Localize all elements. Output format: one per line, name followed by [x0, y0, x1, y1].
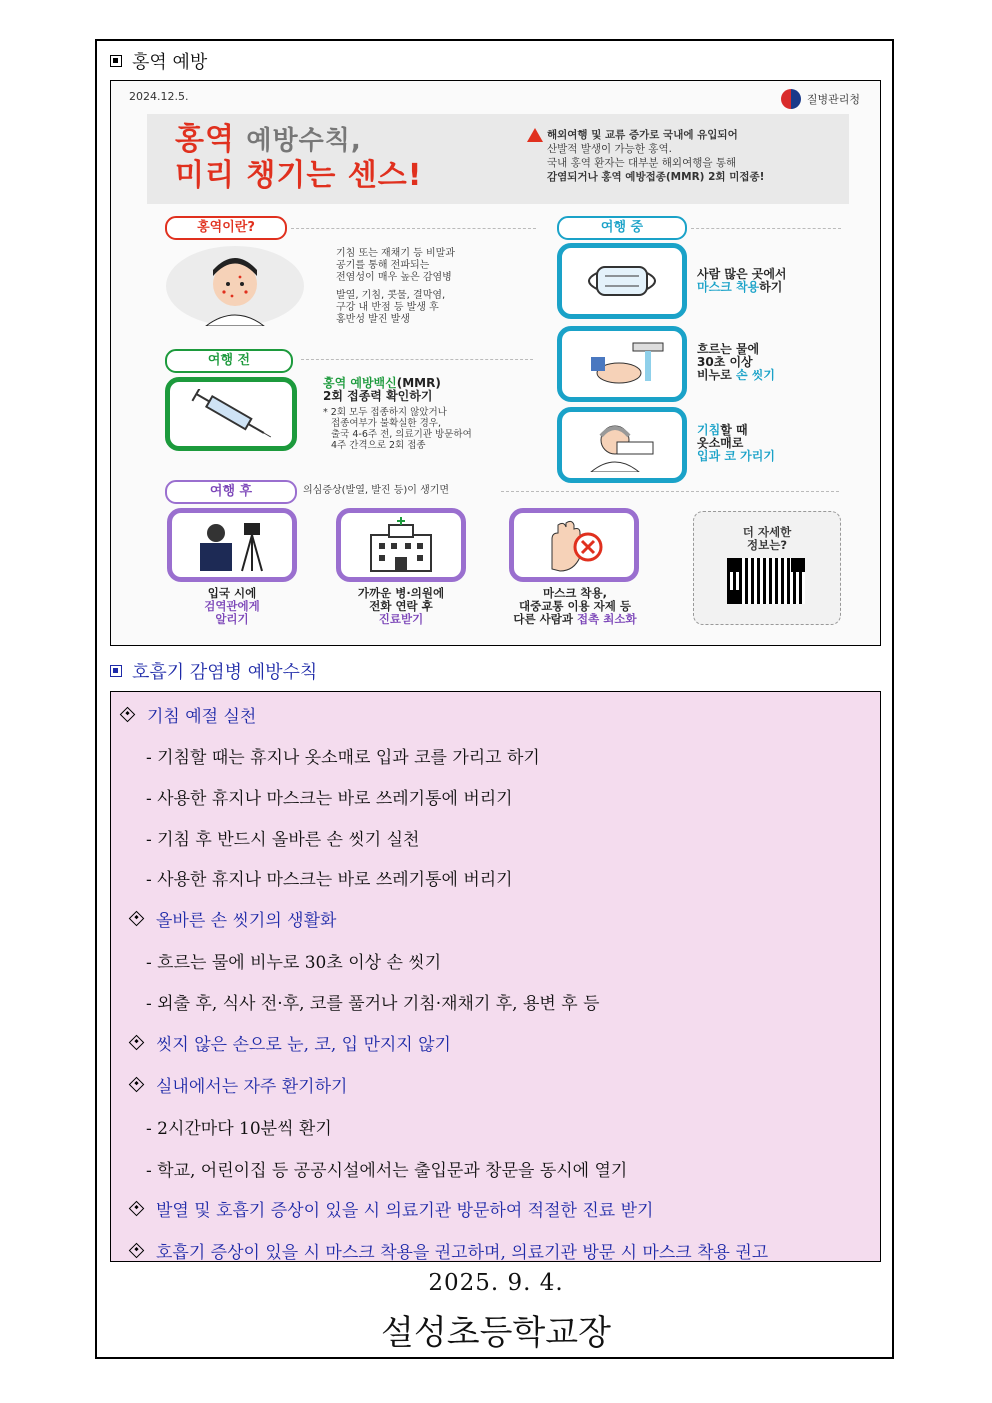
after-subtitle: 의심증상(발열, 발진 등)이 생기면	[303, 485, 450, 496]
diamond-bullet-icon	[129, 1077, 145, 1093]
handwash-text: 흐르는 물에 30초 이상 비누로 손 씻기	[697, 342, 775, 382]
poster-banner	[147, 114, 849, 204]
pill-what-is-measles: 홍역이란?	[165, 216, 287, 240]
divider	[291, 228, 536, 229]
rule-heading: 호흡기 증상이 있을 시 마스크 착용을 권고하며, 의료기관 방문 시 마스크 착용 권고	[127, 1238, 768, 1263]
quarantine-officer-icon	[182, 517, 282, 573]
rule-item: - 사용한 휴지나 마스크는 바로 쓰레기통에 버리기	[146, 789, 513, 809]
sick-face-icon	[166, 246, 304, 326]
caption-minimize-contact: 마스크 착용, 대중교통 이용 자제 등 다른 사람과 접촉 최소화	[513, 586, 637, 626]
rule-heading: 실내에서는 자주 환기하기	[127, 1072, 347, 1097]
face-mask-icon	[577, 259, 667, 303]
quarantine-box	[167, 508, 297, 582]
diamond-bullet-icon	[120, 707, 136, 723]
rule-item: - 외출 후, 식사 전·후, 코를 풀거나 기침·재채기 후, 용변 후 등	[146, 994, 600, 1014]
diamond-bullet-icon	[129, 1243, 145, 1259]
caption-hospital: 가까운 병·의원에 전화 연락 후 진료받기	[357, 586, 445, 626]
mask-text: 사람 많은 곳에서 마스크 착용하기	[697, 267, 787, 294]
handwash-box	[557, 326, 687, 402]
mask-box	[557, 243, 687, 319]
rule-item: - 흐르는 물에 비누로 30초 이상 손 씻기	[146, 953, 442, 973]
headline-2: 미리 챙기는 센스!	[175, 158, 423, 193]
rule-item: - 2시간마다 10분씩 환기	[146, 1119, 332, 1139]
rule-item: - 학교, 어린이집 등 공공시설에서는 출입문과 창문을 동시에 열기	[146, 1161, 628, 1181]
diamond-bullet-icon	[129, 911, 145, 927]
caption-quarantine: 입국 시에 검역관에게 알리기	[204, 586, 260, 626]
rule-item: - 기침할 때는 휴지나 옷소매로 입과 코를 가리고 하기	[146, 748, 540, 768]
rule-heading: 씻지 않은 손으로 눈, 코, 입 만지지 않기	[127, 1030, 451, 1055]
rule-heading: 발열 및 호흡기 증상이 있을 시 의료기관 방문하여 적절한 진료 받기	[127, 1196, 653, 1221]
square-bullet-icon	[110, 55, 122, 67]
rule-item: - 사용한 휴지나 마스크는 바로 쓰레기통에 버리기	[146, 870, 513, 890]
vaccine-check-text: 홍역 예방백신(MMR) 2회 접종력 확인하기	[323, 376, 441, 403]
divider	[501, 491, 839, 492]
poster-date: 2024.12.5.	[129, 90, 189, 103]
school-principal-signature: 설성초등학교장	[381, 1313, 611, 1353]
pill-after-travel: 여행 후	[165, 480, 297, 504]
divider	[691, 228, 841, 229]
minimize-contact-box	[509, 508, 639, 582]
diamond-bullet-icon	[129, 1201, 145, 1217]
cough-box	[557, 407, 687, 483]
more-info-text: 더 자세한 정보는?	[742, 525, 792, 552]
rule-heading: 올바른 손 씻기의 생활화	[127, 906, 336, 931]
more-info-box	[693, 511, 841, 625]
rule-item: - 기침 후 반드시 올바른 손 씻기 실천	[146, 830, 420, 850]
warning-icon	[527, 128, 543, 142]
diamond-bullet-icon	[129, 1035, 145, 1051]
patient-illustration	[166, 246, 304, 326]
vaccine-note: * 2회 모두 접종하지 않았거나 접종여부가 불확실한 경우, 출국 4-6주 전, 의료기관 방문하여 4주 간격으로 2회 접종	[323, 407, 472, 451]
pill-during-travel: 여행 중	[557, 216, 687, 240]
cough-elbow-icon	[577, 418, 667, 472]
square-bullet-icon	[110, 665, 122, 677]
measles-description: 기침 또는 재채기 등 비말과 공기를 통해 전파되는 전염성이 매우 높은 감염병 발열, 기침, 콧물, 결막염, 구강 내 반점 등 발생 후 홍반성 발진 발생	[336, 248, 455, 325]
divider	[301, 359, 533, 360]
rule-heading: 기침 예절 실천	[118, 702, 256, 727]
hospital-box	[336, 508, 466, 582]
kdca-emblem-icon	[781, 89, 801, 109]
qr-code-icon[interactable]	[727, 558, 805, 604]
section-title-measles: 홍역 예방	[110, 48, 207, 74]
syringe-box	[165, 377, 297, 451]
pill-before-travel: 여행 전	[165, 349, 293, 373]
warning-text: 해외여행 및 교류 증가로 국내에 유입되어 산발적 발생이 가능한 홍역. 국내 홍역 환자는 대부분 해외여행을 통해 감염되거나 홍역 예방접종(MMR) 2회 미접종!	[527, 128, 837, 184]
measles-poster	[110, 80, 881, 646]
headline-1: 홍역 예방수칙,	[175, 122, 362, 157]
section-title-respiratory: 호흡기 감염병 예방수칙	[110, 658, 317, 684]
syringe-icon	[181, 389, 281, 439]
hospital-icon	[361, 517, 441, 573]
hand-washing-icon	[577, 339, 667, 389]
cough-text: 기침할 때 옷소매로 입과 코 가리기	[697, 423, 775, 463]
document-date: 2025. 9. 4.	[428, 1270, 564, 1296]
stop-hand-icon	[534, 517, 614, 573]
agency-logo: 질병관리청	[781, 89, 860, 109]
